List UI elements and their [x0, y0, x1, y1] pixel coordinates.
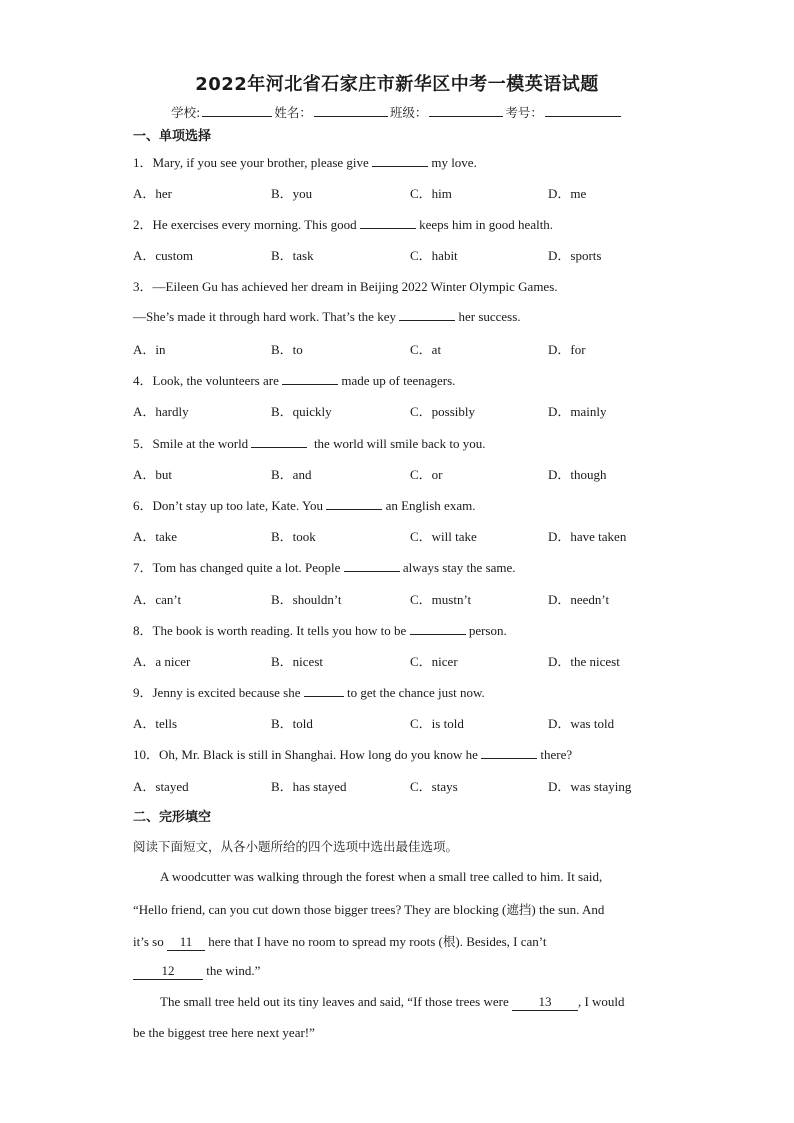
- passage-text: it’s so: [133, 934, 164, 949]
- question-4-stem: 4．Look, the volunteers are: [133, 373, 279, 388]
- q1-option-c[interactable]: C．him: [410, 186, 452, 201]
- q5-option-d[interactable]: D．though: [548, 467, 607, 482]
- answer-blank: [410, 622, 466, 635]
- answer-blank: [399, 308, 455, 321]
- passage-text: the wind.”: [206, 963, 261, 978]
- section2-instruction: 阅读下面短文，从各小题所给的四个选项中选出最佳选项。: [133, 839, 459, 854]
- q6-option-d[interactable]: D．have taken: [548, 529, 627, 544]
- q7-option-a[interactable]: A．can’t: [133, 592, 182, 607]
- passage-gloss: 遮挡: [506, 902, 532, 917]
- section1-heading: 一、单项选择: [133, 129, 212, 144]
- q3-option-d[interactable]: D．for: [548, 342, 586, 357]
- passage-text: , I would: [577, 994, 625, 1009]
- q4-option-b[interactable]: B．quickly: [271, 404, 332, 419]
- answer-blank: [282, 372, 338, 385]
- passage-text: ). Besides, I can’t: [455, 934, 547, 949]
- passage-gloss: 根: [442, 934, 456, 949]
- q9-option-b[interactable]: B．told: [271, 716, 313, 731]
- question-7-stem-end: always stay the same.: [402, 560, 516, 575]
- q4-option-a[interactable]: A．hardly: [133, 404, 189, 419]
- question-9-stem: 9．Jenny is excited because she: [133, 685, 301, 700]
- passage-line-5: [160, 994, 625, 1011]
- question-3-stem-end: her success.: [458, 309, 521, 324]
- question-4-stem-end: made up of teenagers.: [341, 373, 456, 388]
- question-10: [133, 744, 572, 763]
- student-info-line: [0, 103, 794, 121]
- q7-option-d[interactable]: D．needn’t: [548, 592, 610, 607]
- passage-text: The small tree held out its tiny leaves and said, “If those trees were: [160, 994, 509, 1009]
- q7-option-b[interactable]: B．shouldn’t: [271, 592, 342, 607]
- answer-blank: [372, 154, 428, 167]
- question-2-stem: 2．He exercises every morning. This good: [133, 217, 357, 232]
- question-1: [133, 152, 477, 171]
- question-8-stem-end: person.: [468, 623, 507, 638]
- passage-line-2: [133, 900, 604, 918]
- q1-option-d[interactable]: D．me: [548, 186, 587, 201]
- cloze-blank-11: 11: [167, 934, 205, 951]
- q2-option-b[interactable]: B．task: [271, 248, 314, 263]
- question-2-stem-end: keeps him in good health.: [419, 217, 554, 232]
- q3-option-b[interactable]: B．to: [271, 342, 303, 357]
- cloze-blank-13: 13: [512, 994, 578, 1011]
- passage-text: ) the sun. And: [531, 902, 605, 917]
- question-7-stem: 7．Tom has changed quite a lot. People: [133, 560, 341, 575]
- q10-option-d[interactable]: D．was staying: [548, 779, 632, 794]
- q5-option-c[interactable]: C．or: [410, 467, 443, 482]
- q1-option-a[interactable]: A．her: [133, 186, 172, 201]
- q2-option-d[interactable]: D．sports: [548, 248, 602, 263]
- question-1-stem: 1．Mary, if you see your brother, please give: [133, 155, 369, 170]
- question-6: [133, 495, 475, 514]
- q10-option-b[interactable]: B．has stayed: [271, 779, 347, 794]
- q7-option-c[interactable]: C．mustn’t: [410, 592, 472, 607]
- question-5-stem-end: the world will smile back to you.: [313, 436, 486, 451]
- q5-option-b[interactable]: B．and: [271, 467, 312, 482]
- q6-option-b[interactable]: B．took: [271, 529, 316, 544]
- exam-no-label: 考号：: [505, 105, 543, 120]
- q8-option-b[interactable]: B．nicest: [271, 654, 323, 669]
- question-3-line2: [133, 308, 521, 325]
- q6-option-c[interactable]: C．will take: [410, 529, 477, 544]
- q5-option-a[interactable]: A．but: [133, 467, 173, 482]
- question-8: [133, 620, 507, 639]
- q2-option-a[interactable]: A．custom: [133, 248, 193, 263]
- q3-option-c[interactable]: C．at: [410, 342, 442, 357]
- name-field[interactable]: [314, 103, 388, 117]
- question-9: [133, 682, 485, 701]
- q9-option-a[interactable]: A．tells: [133, 716, 178, 731]
- q8-option-d[interactable]: D．the nicest: [548, 654, 620, 669]
- q10-option-a[interactable]: A．stayed: [133, 779, 189, 794]
- school-field[interactable]: [202, 103, 272, 117]
- question-1-stem-end: my love.: [431, 155, 477, 170]
- class-label: 班级：: [389, 105, 428, 120]
- q9-option-d[interactable]: D．was told: [548, 716, 615, 731]
- school-label: 学校:: [171, 105, 201, 120]
- question-10-stem-end: there?: [540, 747, 573, 762]
- question-6-stem-end: an English exam.: [385, 498, 476, 513]
- q1-option-b[interactable]: B．you: [271, 186, 313, 201]
- question-3-stem2: —She’s made it through hard work. That’s the key: [133, 309, 396, 324]
- passage-line-6: be the biggest tree here next year!”: [133, 1025, 315, 1040]
- answer-blank: [481, 746, 537, 759]
- answer-blank: [304, 684, 344, 697]
- q6-option-a[interactable]: A．take: [133, 529, 178, 544]
- cloze-blank-12: 12: [133, 963, 203, 980]
- passage-text: “Hello friend, can you cut down those bigger trees? They are blocking (: [133, 902, 507, 917]
- q4-option-c[interactable]: C．possibly: [410, 404, 476, 419]
- question-10-stem: 10．Oh, Mr. Black is still in Shanghai. How long do you know he: [133, 747, 478, 762]
- page-title: 2022年河北省石家庄市新华区中考一模英语试题: [195, 74, 599, 95]
- passage-text: here that I have no room to spread my roots (: [208, 934, 443, 949]
- answer-blank: [326, 497, 382, 510]
- question-2: [133, 214, 553, 233]
- answer-blank: [251, 435, 307, 448]
- answer-blank: [360, 216, 416, 229]
- passage-line-1: A woodcutter was walking through the forest when a small tree called to him. It said,: [160, 869, 603, 884]
- exam-no-field[interactable]: [545, 103, 621, 117]
- question-4: [133, 370, 455, 389]
- q2-option-c[interactable]: C．habit: [410, 248, 458, 263]
- question-9-stem-end: to get the chance just now.: [347, 685, 485, 700]
- question-5: [133, 433, 485, 452]
- name-label: 姓名：: [274, 105, 312, 120]
- q4-option-d[interactable]: D．mainly: [548, 404, 607, 419]
- question-3: 3．—Eileen Gu has achieved her dream in Beijing 2022 Winter Olympic Games.: [133, 279, 558, 294]
- question-8-stem: 8．The book is worth reading. It tells you how to be: [133, 623, 407, 638]
- question-5-stem: 5．Smile at the world: [133, 436, 249, 451]
- q3-option-a[interactable]: A．in: [133, 342, 166, 357]
- q10-option-c[interactable]: C．stays: [410, 779, 458, 794]
- question-7: [133, 557, 516, 576]
- q9-option-c[interactable]: C．is told: [410, 716, 464, 731]
- q8-option-c[interactable]: C．nicer: [410, 654, 458, 669]
- q8-option-a[interactable]: A．a nicer: [133, 654, 191, 669]
- question-6-stem: 6．Don’t stay up too late, Kate. You: [133, 498, 324, 513]
- passage-line-3: [133, 932, 547, 951]
- section2-heading: 二、完形填空: [133, 810, 212, 825]
- answer-blank: [344, 559, 400, 572]
- class-field[interactable]: [429, 103, 503, 117]
- passage-line-4: [133, 963, 260, 980]
